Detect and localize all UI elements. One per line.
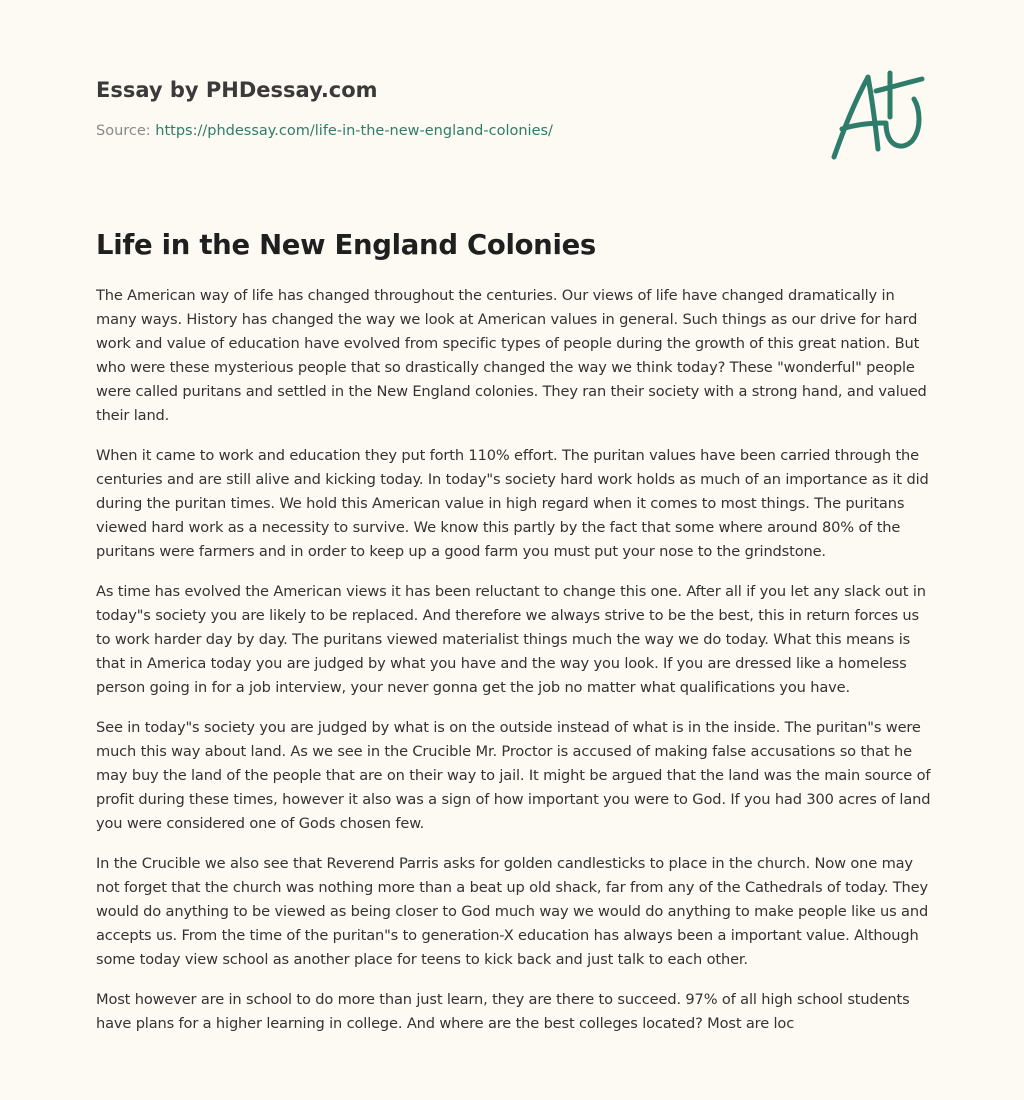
site-title: Essay by PHDessay.com: [96, 78, 378, 102]
source-line: [96, 123, 553, 139]
essay-paragraph-3: As time has evolved the American views it has been reluctant to change this one. After all if you let any slack out in today"s society you are likely to be replaced. And therefore we always strive to be the best, this in return forces us to work harder day by day. The puritans viewed materialist things much the way we do today. What this means is that in America today you are judged by what you have and the way you look. If you are dressed like a homeless person going in for a job interview, your never gonna get the job no matter what qualifications you have.: [96, 583, 926, 696]
essay-paragraph-2: When it came to work and education they put forth 110% effort. The puritan values have been carried through the centuries and are still alive and kicking today. In today"s society hard work holds as much of an importance as it did during the puritan times. We hold this American value in high regard when it comes to most things. The puritans viewed hard work as a necessity to survive. We know this partly by the fact that some where around 80% of the puritans were farmers and in order to keep up a good farm you must put your nose to the grindstone.: [96, 447, 929, 560]
essay-content: [96, 226, 932, 1052]
essay-paragraph-4: See in today"s society you are judged by what is on the outside instead of what is in the inside. The puritan"s were much this way about land. As we see in the Crucible Mr. Proctor is accused of making false accusations so that he may buy the land of the people that are on their way to jail. It might be argued that the land was the main source of profit during these times, however it also was a sign of how important you were to God. If you had 300 acres of land you were considered one of Gods chosen few.: [96, 719, 931, 832]
essay-paragraph-5: In the Crucible we also see that Reverend Parris asks for golden candlesticks to place in the church. Now one may not forget that the church was nothing more than a beat up old shack, far from any of the Cathedrals of today. They would do anything to be viewed as being closer to God much way we would do anything to make people like us and accepts us. From the time of the puritan"s to generation-X education has always been a important value. Although some today view school as another place for teens to kick back and just talk to each other.: [96, 855, 929, 968]
source-link[interactable]: https://phdessay.com/life-in-the-new-england-colonies/: [155, 123, 553, 139]
page-header: [96, 75, 928, 195]
essay-paragraph-6: Most however are in school to do more than just learn, they are there to succeed. 97% of all high school students have plans for a higher learning in college. And where are the best colleges located? Most are loc: [96, 991, 910, 1032]
a-plus-logo-icon: [828, 69, 928, 165]
source-label: Source:: [96, 123, 151, 139]
essay-paragraph-1: The American way of life has changed throughout the centuries. Our views of life have changed dramatically in many ways. History has changed the way we look at American values in general. Such things as our drive for hard work and value of education have evolved from specific types of people during the growth of this great nation. But who were these mysterious people that so drastically changed the way we think today? These "wonderful" people were called puritans and settled in the New England colonies. They ran their society with a strong hand, and valued their land.: [96, 287, 927, 424]
essay-title: Life in the New England Colonies: [96, 229, 596, 261]
